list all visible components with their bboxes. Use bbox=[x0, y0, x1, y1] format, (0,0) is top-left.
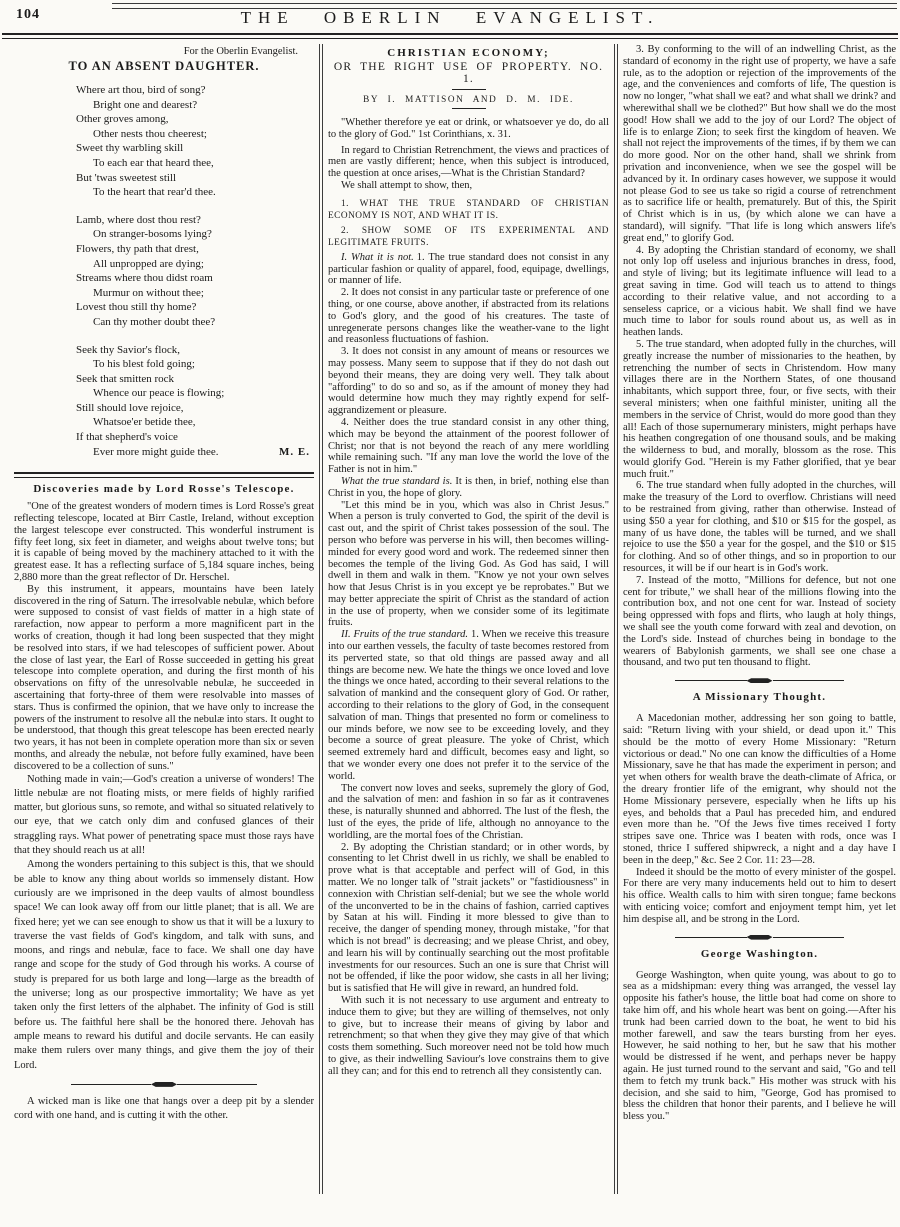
column-separator bbox=[319, 44, 323, 1194]
poem-line: If that shepherd's voice bbox=[76, 431, 178, 444]
telescope-paragraph: "One of the greatest wonders of modern times is Lord Rosse's great reflecting telescope, located at Birr Castle, Ireland, without exception the largest telescope ever constructed. This wonderful instrument is fifty feet long, six feet in diameter, and weighs about twelve tons; but it is capable of being moved by the machinery attached to it with the greatest ease. It has a reflecting surface of 5,184 square inches, being 2,880 more than the great reflector of Dr. Herschel. bbox=[14, 501, 314, 584]
telescope-paragraph: Nothing made in vain;—God's creation a universe of wonders! The little nebulæ are not floating mists, or mere fields of highly rarified matter, but glorious suns, so remote, and withal so situated relatively to our eye, that we catch only dim and confused glances of their straggling rays. What power of penetrating space must those rays have that they should reach us at all! bbox=[14, 773, 314, 857]
poem-line: To his blest fold going; bbox=[93, 358, 195, 371]
poem-line: Bright one and dearest? bbox=[93, 98, 198, 111]
economy-paragraph: 3. It does not consist in any amount of means or resources we may possess. Many seem to suppose that if they do not dash out beyond their means, they are doing very well. They talk about "affording" to do so and so, as if the amount of money they had would determine how much they may rightly expend for self-aggrandizement or pleasure. bbox=[328, 346, 609, 417]
economy-heading-2: 2. SHOW SOME OF ITS EXPERIMENTAL AND LEGITIMATE FRUITS. bbox=[328, 225, 609, 249]
economy-paragraph: 2. It does not consist in any particular taste or preference of one thing, or one course, above another, if abstracted from its relations to God's glory, and the good of his creatures. The taste of unregenerate persons changes like the weather-vane to the light and reasonless fluctuations of fashion. bbox=[328, 287, 609, 346]
missionary-article-title: A Missionary Thought. bbox=[692, 691, 827, 704]
telescope-article-title: Discoveries made by Lord Rosse's Telescope. bbox=[33, 483, 295, 496]
paragraph-rest: It is then, in brief, nothing else than Christ in you, the hope of glory. bbox=[328, 475, 609, 499]
scripture-quote: "Whether therefore ye eat or drink, or whatsoever ye do, do all to the glory of God." 1st Corinthians, x. 31. bbox=[328, 117, 609, 140]
divider-diamond-icon bbox=[747, 935, 773, 940]
economy-paragraph: 3. By conforming to the will of an indwelling Christ, as the standard of economy in the right use of property, we have a safe rule, as to the adoption or rejection of the improvements of the age, and the conveniences and comforts of life, The question is now no longer, "what shall we eat? and what shall we drink? and wherewithal shall we be clothed?" But how shall we do the most good! How shall we add to the joy of our Lord? The object of life is to enlarge Zion; to seek first the kingdom of heaven. We shall not reject the improvements of the times, if by them we can do more good. Nor on the other hand, shall we shrink from privation and inconvenience, when we see the gospel will be advanced by it. In ordinary cases however, we suppose it would not please God to see us take so rigid a course of retrenchment as to sacrifice life or health, prematurely. But of this, the Spirit of Christ which is in us, (by which alone we can have a standard), will signify. "That life is long which answers life's great end," to glorify God. bbox=[623, 44, 896, 244]
header-rule-bottom bbox=[2, 33, 898, 39]
poem-line: Seek thy Savior's flock, bbox=[76, 343, 181, 356]
poem-line: Seek that smitten rock bbox=[76, 372, 175, 385]
poem-line: But 'twas sweetest still bbox=[76, 171, 177, 184]
section-divider bbox=[675, 678, 844, 683]
poem-stanza bbox=[76, 343, 314, 460]
poem-line: Lovest thou still thy home? bbox=[76, 301, 197, 314]
economy-article-subtitle: OR THE RIGHT USE OF PROPERTY. NO. 1. bbox=[333, 61, 604, 85]
poem-line: Flowers, thy path that drest, bbox=[76, 242, 199, 255]
telescope-paragraph: By this instrument, it appears, mountains have been lately discovered in the ring of Saturn. The irresolvable nebulæ, which before were supposed to consist of vast fields of matter in a high state of rarefaction, now appear to perform a more magnificent part in the works of creation, though it had long been suspected that they might be resolved into stars, if we had telescopes of sufficient power. About the close of last year, the Earl of Rosse succeeded in getting his great telescope into complete operation, and during the first month of his observations on fifty of the unresolvable nebulæ, he succeeded in ascertaining that forty-three of them were resolvable into masses of stars. Thus is confirmed the opinion, that we have only to increase the powers of the instrument to resolve all the nebulæ into stars. It ought to be understood, that though this great telescope has been erected nearly two years, it has not been in complete operation more than six or seven months, and already the nebulæ, not before fully examined, have been discovered to be a collection of suns." bbox=[14, 583, 314, 772]
economy-paragraph bbox=[328, 252, 609, 287]
divider-diamond-icon bbox=[151, 1082, 177, 1087]
section-divider bbox=[71, 1082, 257, 1087]
column-separator bbox=[614, 44, 618, 1194]
telescope-paragraph: Among the wonders pertaining to this subject is this, that we should be able to know any thing about worlds so immensely distant. How curiously are we imprisoned in the deep vaults of almost boundless space! We can look away off from our little planet; that is all. We are fixed here; yet we can see enough to show us that it will be a luxury to traverse the vast fields of God's kingdom, and talk with suns, and moons, and rings and nebulæ, face to face. We shall one day have range and scope for the study of God through his works. A course of study is prepared for us both large and long—large as the breadth of the universe; long as our prospective immortality; We have as yet taken only the first letters of the alphabet. The infinity of God is still before us. The faithful here shall be the honored there. Jehovah has ample means to reward his dutiful and docile servants. He can easily make them rulers over many things, and give them the joy of their Lord. bbox=[14, 859, 314, 1071]
economy-paragraph: 4. By adopting the Christian standard of economy, we shall not only lop off useless and injurious branches in dress, food, and style of living; but its legitimate influence will lead to a great saving in time. God will teach us to attend to things according to their relative value, and not according to a senseless caprice, or a vicious habit. We shall find we have much time to labor for souls round about us, as well as in heathen lands. bbox=[623, 244, 896, 339]
poem-line: To the heart that rear'd thee. bbox=[93, 186, 216, 199]
poem-line: All unpropped are dying; bbox=[93, 257, 204, 270]
paragraph-rest: 1. The true standard does not consist in any particular fashion or quality of apparel, food, equipage, dwellings, or manner of life. bbox=[328, 251, 609, 287]
economy-paragraph: With such it is not necessary to use argument and entreaty to induce them to give; but they are willing of themselves, not only to give, but to increase their means of giving by labor and retrenchment; so that when they give they may give of that which costs them something. Such moreover need not be told how much to give, as their indwelling Saviour's love constrains them to give all they can; and for this end to retrench all they consistently can. bbox=[328, 994, 609, 1077]
poem-line: Can thy mother doubt thee? bbox=[93, 315, 216, 328]
economy-paragraph: "Let this mind be in you, which was also in Christ Jesus." When a person is truly converted to God, the spirit of the devil is cast out, and the spirit of Christ takes possession of the soul. The person who before was perverse in his will, then becomes willing-minded for every good word and work. The redeemed sinner then becomes the temple of the living God. As God has said, I will dwell in them and walk in them. "Know ye not your own selves how that Jesus Christ is in you except ye be reprobates." But we may better appreciate the spirit of Christ as the standard of action in the use of property, when we consider some of its legitimate fruits. bbox=[328, 499, 609, 629]
poem-attribution: For the Oberlin Evangelist. bbox=[183, 46, 298, 57]
economy-heading-1: 1. WHAT THE TRUE STANDARD OF CHRISTIAN ECONOMY IS NOT, AND WHAT IT IS. bbox=[328, 198, 609, 222]
poem-signature: M. E. bbox=[279, 445, 310, 458]
poem-line: Ever more might guide thee. bbox=[93, 445, 219, 458]
page-columns bbox=[14, 44, 896, 1194]
paragraph-lead: What the true standard is. bbox=[341, 475, 453, 487]
washington-paragraph: George Washington, when quite young, was about to go to sea as a midshipman: every thing was arranged, the vessel lay opposite his father's house, the little boat had come on shore to take him off, and his whole heart was bent on going.—After his trunk had been carried down to the boat, he went to bid his mother farewell, and saw the tears bursting from her eyes. However, he said nothing to her, but he saw that his mother would be distressed if he went, and perhaps never be happy again. He just turned round to the servant and said, "Go and tell them to fetch my trunk back." His mother was struck with his decision, and she said to him, "George, God has promised to bless the children that honor their parents, and I believe he will bless you." bbox=[623, 969, 896, 1123]
poem-line: Murmur on without thee; bbox=[93, 286, 204, 299]
poem-line: Whence our peace is flowing; bbox=[93, 387, 225, 400]
economy-paragraph: In regard to Christian Retrenchment, the views and practices of men are vastly different; hence, when this subject is introduced, the question at once arises,—What is the Christian Standard? bbox=[328, 144, 609, 180]
economy-paragraph: 6. The true standard when fully adopted in the churches, will make the treasury of the Lord to overflow. Christians will need to be restrained from giving, rather than otherwise. Instead of using $50 a year for clothing, and $10 or $15 for the gospel, as many of us have done, the tables will be turned, and we shall rejoice to use the $50 a year for the gospel, and the $10 or $15 for clothing. And so of other things, and so in proportion to our resources, it will be if our heart is in God's work. bbox=[623, 480, 896, 575]
column-3 bbox=[623, 44, 896, 1194]
section-divider bbox=[675, 935, 844, 940]
masthead-title: THE OBERLIN EVANGELIST. bbox=[240, 8, 660, 27]
economy-paragraph: We shall attempt to show, then, bbox=[341, 179, 473, 191]
poem-line: Whatsoe'er betide thee, bbox=[93, 416, 196, 429]
filler-paragraph: A wicked man is like one that hangs over a deep pit by a slender cord with one hand, and is cutting it with the other. bbox=[14, 1095, 314, 1122]
economy-paragraph: 5. The true standard, when adopted fully in the churches, will greatly increase the number of missionaries to the heathen, by retrenching the number of sects in Christendom. How many villages there are in the Northern States, of one thousand inhabitants, which support three, four, or five sects, with their several ministers; when one faithful minister, uniting all the members in the service of Christ, would do more good than they all! Each of those supernumerary ministers, might perhaps have his heathen congregation of one thousand souls, and be making the wilderness to bud, and morally, blossom as the rose. This would glorify God. "Herein is my Father glorified, that ye bear much fruit." bbox=[623, 338, 896, 480]
column-rule bbox=[14, 472, 314, 478]
poem-line: Sweet thy warbling skill bbox=[76, 142, 184, 155]
poem-line: Still should love rejoice, bbox=[76, 401, 184, 414]
page-number: 104 bbox=[16, 7, 40, 22]
economy-paragraph: 4. Neither does the true standard consist in any other thing, which may be beyond the attainment of the poorest follower of Christ; nor that is not beyond the reach of any mere worldling while remaining such. "If any man love the world the love of the Father is not in him." bbox=[328, 416, 609, 476]
short-rule bbox=[452, 89, 486, 90]
poem-line: On stranger-bosoms lying? bbox=[93, 228, 212, 241]
poem-line: To each ear that heard thee, bbox=[93, 156, 214, 169]
poem-last-line-row bbox=[76, 445, 314, 460]
paragraph-rest: 1. When we receive this treasure into our earthen vessels, the faculty of taste becomes restored from its perverted state, so that old things are passed away and all things are become new. We hate the things we once loved and love the things we once hated, according to their several relations to the salvation of mankind and the consequent glory of God. Or rather, according to their relations to the glory of God, in the consequent salvation of man. Things that presented no form or comeliness to our minds before, we now see to be exceeding lovely, and they become a source of great pleasure. The yoke of Christ, which seemed extremely hard and difficult, becomes easy and light, so that we wonder every one does not prefer it to the service of the world. bbox=[328, 629, 609, 782]
paragraph-lead: I. What it is not. bbox=[341, 251, 414, 263]
poem-title: TO AN ABSENT DAUGHTER. bbox=[68, 59, 260, 73]
poem-line: Streams where thou didst roam bbox=[76, 272, 213, 285]
missionary-paragraph: Indeed it should be the motto of every minister of the gospel. For there are very many inducements held out to him to desert his office. Wealth calls to him with siren tongue; fame beckons with enticing voice; comfort and enjoyment tempt him, yet let him despise all, and be strong in the Lord. bbox=[623, 866, 896, 925]
washington-article-title: George Washington. bbox=[700, 947, 819, 960]
economy-paragraph bbox=[328, 476, 609, 500]
poem-line: Other nests thou cheerest; bbox=[93, 127, 207, 140]
economy-paragraph bbox=[328, 629, 609, 782]
economy-article-title: CHRISTIAN ECONOMY; bbox=[387, 47, 550, 59]
poem-stanza bbox=[76, 213, 314, 330]
economy-paragraph: 7. Instead of the motto, "Millions for defence, but not one cent for tribute," we shall hear of the millions flowing into the contribution box, and not one cent for war. Instead of society being oppressed with fops and flirts, who laugh at holy things, we shall see the youth come forward with zeal and devotion, on the Lord's side. Instead of churches being in bondage to the wearers of Babylonish garments, we shall see one chase a thousand, and two put ten thousand to flight. bbox=[623, 574, 896, 669]
economy-byline: BY I. MATTISON AND D. M. IDE. bbox=[363, 94, 574, 104]
paragraph-lead: II. Fruits of the true standard. bbox=[341, 629, 469, 641]
column-1 bbox=[14, 44, 314, 1194]
poem-line: Where art thou, bird of song? bbox=[76, 84, 206, 96]
poem-stanza bbox=[76, 83, 314, 200]
economy-paragraph: The convert now loves and seeks, supremely the glory of God, and the salvation of men: and fashion in so far as it contravenes these, is naturally shunned and abhorred. The lust of the flesh, the lust of the eyes, the pride of life, although no annoyance to the worldling, are the mortal foes of the Christian. bbox=[328, 782, 609, 841]
economy-paragraph: 2. By adopting the Christian standard; or in other words, by consenting to let Christ dwell in us richly, we shall be enabled to prove what is that acceptable and perfect will of God, in this matter. We no longer talk of "strait jackets" or "fastidiousness" in connexion with Christian self-denial; but we see the whole world of the unconverted to be in the chains of fashion, carried captives by Satan at his will. Finding it more blessed to give than to receive, the danger of spending money, through mistake, "for that which is not bread" is decreasing; and we please Christ, and obey, and learn his will by continually searching out the most profitable investments for our resources. Such an one is sure that Christ will not be offended, if like the poor widow, she casts in all her living; but is satisfied that He will give in reward, an hundred fold. bbox=[328, 841, 609, 995]
missionary-paragraph: A Macedonian mother, addressing her son going to battle, said: "Return living with your shield, or dead upon it." This should be the motto of every Home Missionary: "Return victorious or dead." No one can know the difficulties of a Home Missionary, save he that has made the experiment in person; and yet when others for wealth brave the death-climate of Africa, or the dreary frontier life of the emigrant, why should not the Home Missionary persevere, especially when he lifts up his eyes, and beholds that a Paul has preceded him, and endured even more than he. "Of the Jews five times received I forty stripes save one. Thrice was I beaten with rods, once was I stoned, thrice I suffered shipwreck, a night and a day have I been in the deep," &c. See 2 Cor. 11: 23—28. bbox=[623, 713, 896, 866]
poem-line: Other groves among, bbox=[76, 113, 169, 126]
short-rule bbox=[452, 108, 486, 109]
column-2 bbox=[328, 44, 609, 1194]
poem-line: Lamb, where dost thou rest? bbox=[76, 213, 201, 226]
divider-diamond-icon bbox=[747, 678, 773, 683]
